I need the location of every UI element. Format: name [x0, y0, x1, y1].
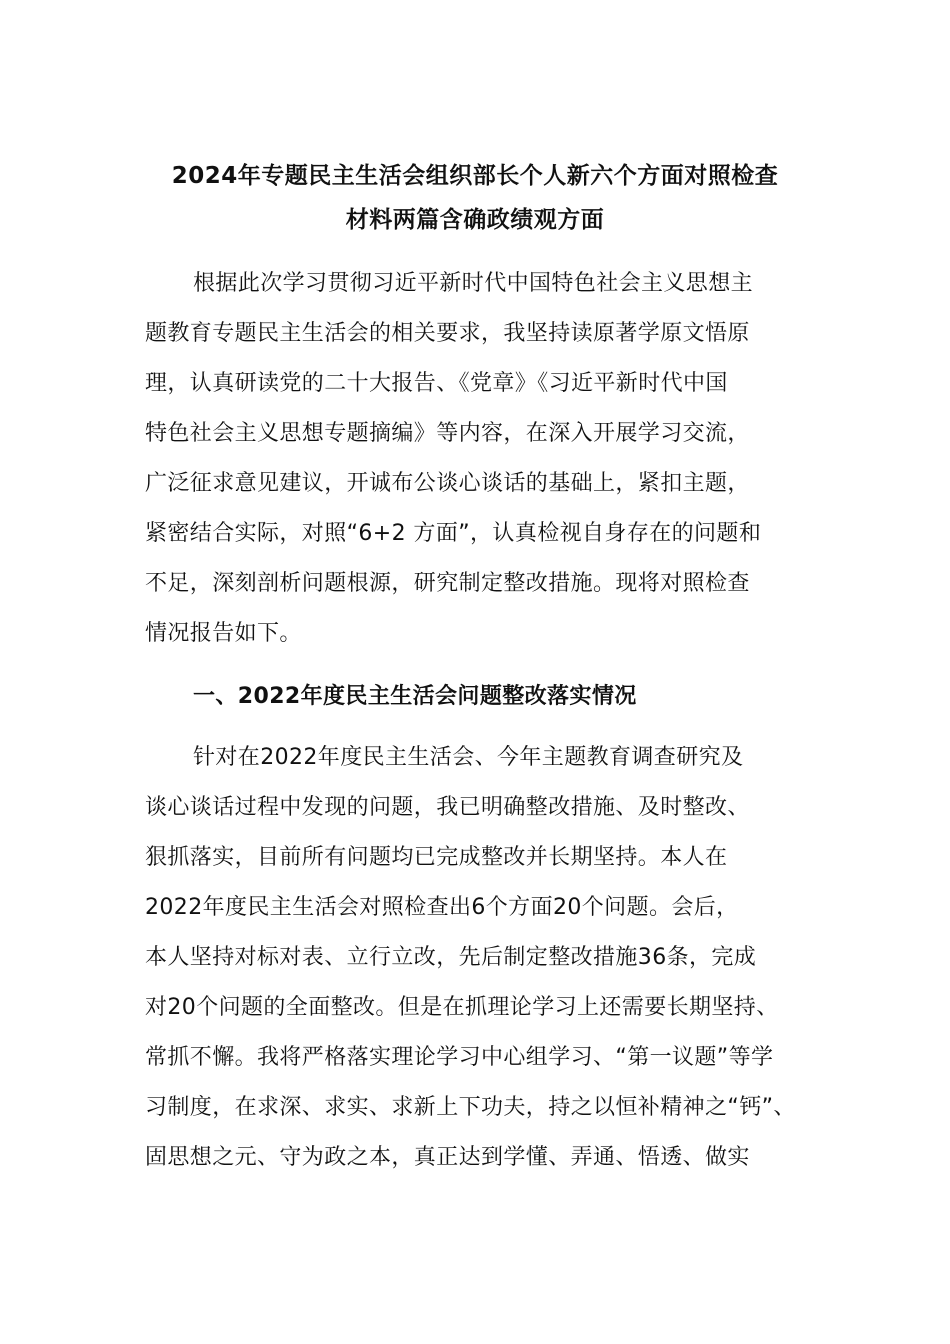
document-title: [120, 154, 830, 242]
section1-line-7: 常抓不懈。我将严格落实理论学习中心组学习、“第一议题”等学: [145, 1045, 774, 1070]
intro-line-3: 理，认真研读党的二十大报告、《党章》《习近平新时代中国: [145, 371, 728, 396]
intro-line-8: 情况报告如下。: [145, 621, 302, 646]
intro-line-5: 广泛征求意见建议，开诚布公谈心谈话的基础上，紧扣主题，: [145, 471, 750, 496]
section1-line-8: 习制度，在求深、求实、求新上下功夫，持之以恒补精神之“钙”、: [145, 1095, 796, 1120]
section1-line-2: 谈心谈话过程中发现的问题，我已明确整改措施、及时整改、: [145, 795, 750, 820]
section1-line-1: 针对在2022年度民主生活会、今年主题教育调查研究及: [193, 745, 744, 770]
section-heading-1: 一、2022年度民主生活会问题整改落实情况: [193, 684, 637, 709]
intro-line-4: 特色社会主义思想专题摘编》等内容，在深入开展学习交流，: [145, 421, 750, 446]
section1-line-9: 固思想之元、守为政之本，真正达到学懂、弄通、悟透、做实: [145, 1145, 750, 1170]
section1-line-3: 狠抓落实，目前所有问题均已完成整改并长期坚持。本人在: [145, 845, 728, 870]
intro-line-7: 不足，深刻剖析问题根源，研究制定整改措施。现将对照检查: [145, 571, 750, 596]
section1-line-6: 对20个问题的全面整改。但是在抓理论学习上还需要长期坚持、: [145, 995, 779, 1020]
intro-line-6: 紧密结合实际，对照“6+2 方面”，认真检视自身存在的问题和: [145, 521, 762, 546]
title-line-2: 材料两篇含确政绩观方面: [345, 207, 605, 233]
title-line-1: 2024年专题民主生活会组织部长个人新六个方面对照检查: [171, 163, 779, 189]
section1-line-4: 2022年度民主生活会对照检查出6个方面20个问题。会后，: [145, 895, 739, 920]
intro-line-1: 根据此次学习贯彻习近平新时代中国特色社会主义思想主: [193, 271, 754, 296]
intro-line-2: 题教育专题民主生活会的相关要求，我坚持读原著学原文悟原: [145, 321, 750, 346]
section1-line-5: 本人坚持对标对表、立行立改，先后制定整改措施36条，完成: [145, 945, 757, 970]
